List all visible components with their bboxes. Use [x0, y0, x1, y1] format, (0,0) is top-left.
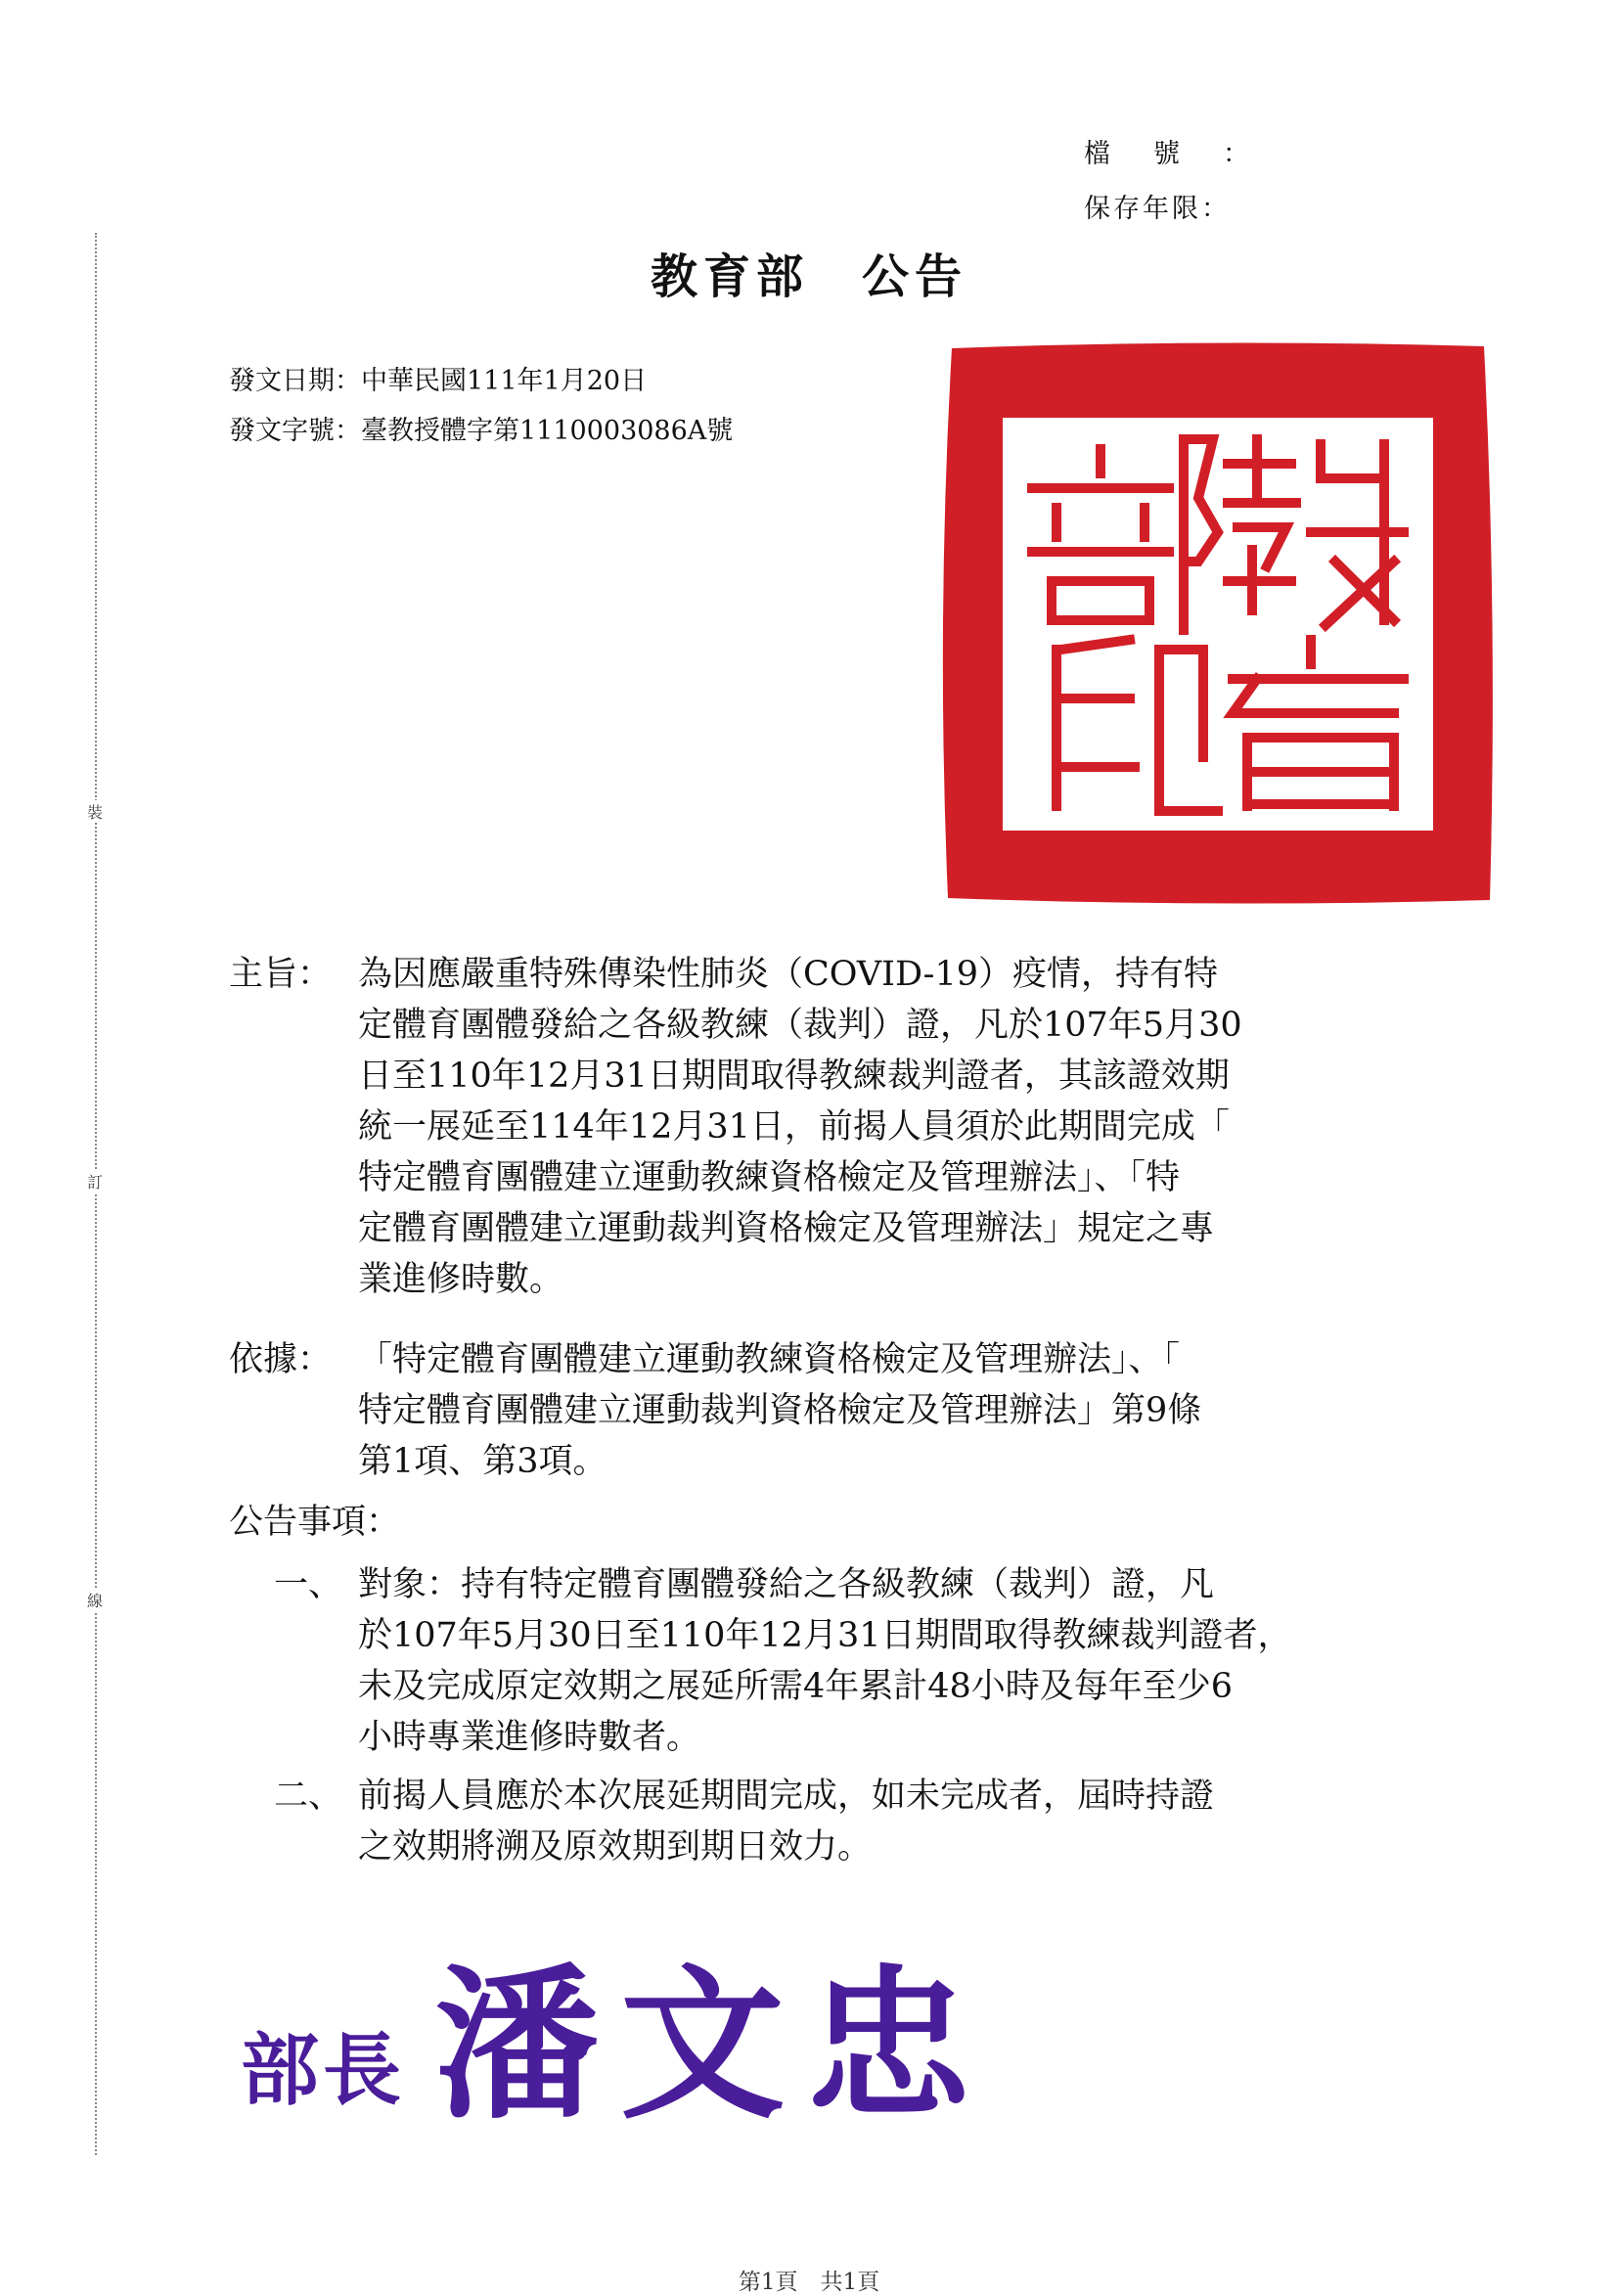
subject-line: 日至110年12月31日期間取得教練裁判證者，其該證效期 [358, 1057, 1230, 1096]
file-meta [1084, 127, 1292, 237]
binding-mark-xian: 線 [84, 1589, 106, 1611]
item-line: 之效期將溯及原效期到期日效力。 [358, 1827, 873, 1867]
minister-signature-stamp [241, 1932, 992, 2141]
binding-mark-ding: 訂 [84, 1170, 106, 1193]
document-number: 發文字號：臺教授體字第1110003086A號 [229, 416, 734, 446]
item-line: 前揭人員應於本次展延期間完成，如未完成者，屆時持證 [358, 1777, 1215, 1816]
basis-label: 依據： [229, 1340, 333, 1379]
basis-line: 第1項、第3項。 [358, 1442, 607, 1481]
binding-mark-zhuang: 裝 [84, 800, 106, 823]
item-line: 小時專業進修時數者。 [358, 1718, 701, 1757]
item-marker: 二、 [274, 1777, 343, 1816]
signature-title: 部長 [241, 2025, 405, 2116]
basis-line: 特定體育團體建立運動裁判資格檢定及管理辦法」第9條 [358, 1391, 1202, 1430]
subject-line: 業進修時數。 [358, 1260, 564, 1299]
signature-name: 潘文忠 [434, 1950, 992, 2141]
page-footer: 第1頁 共1頁 [738, 2270, 880, 2295]
subject-line: 為因應嚴重特殊傳染性肺炎（COVID-19）疫情，持有特 [358, 955, 1219, 994]
subject-line: 定體育團體發給之各級教練（裁判）證，凡於107年5月30 [358, 1006, 1242, 1045]
page-title: 教育部 公告 [650, 249, 967, 304]
item-line: 對象：持有特定體育團體發給之各級教練（裁判）證，凡 [358, 1565, 1215, 1604]
basis-line: 「特定體育團體建立運動教練資格檢定及管理辦法」、「 [358, 1340, 1181, 1379]
item-marker: 一、 [274, 1565, 343, 1604]
issue-date: 發文日期：中華民國111年1月20日 [229, 366, 648, 396]
item-line: 未及完成原定效期之展延所需4年累計48小時及每年至少6 [358, 1667, 1234, 1706]
subject-line: 特定體育團體建立運動教練資格檢定及管理辦法」、「特 [358, 1158, 1181, 1197]
announcements-label: 公告事項： [229, 1503, 401, 1542]
subject-line: 定體育團體建立運動裁判資格檢定及管理辦法」規定之專 [358, 1209, 1215, 1248]
issue-meta [229, 356, 733, 456]
subject-line: 統一展延至114年12月31日，前揭人員須於此期間完成「 [358, 1107, 1230, 1147]
binding-line [95, 233, 97, 2155]
item-line: 於107年5月30日至110年12月31日期間取得教練裁判證者， [358, 1616, 1292, 1655]
retention-period-label: 保存年限： [1084, 194, 1231, 224]
subject-label: 主旨： [229, 955, 333, 994]
file-number-label: 檔號： [1084, 139, 1292, 169]
official-seal [934, 337, 1502, 910]
